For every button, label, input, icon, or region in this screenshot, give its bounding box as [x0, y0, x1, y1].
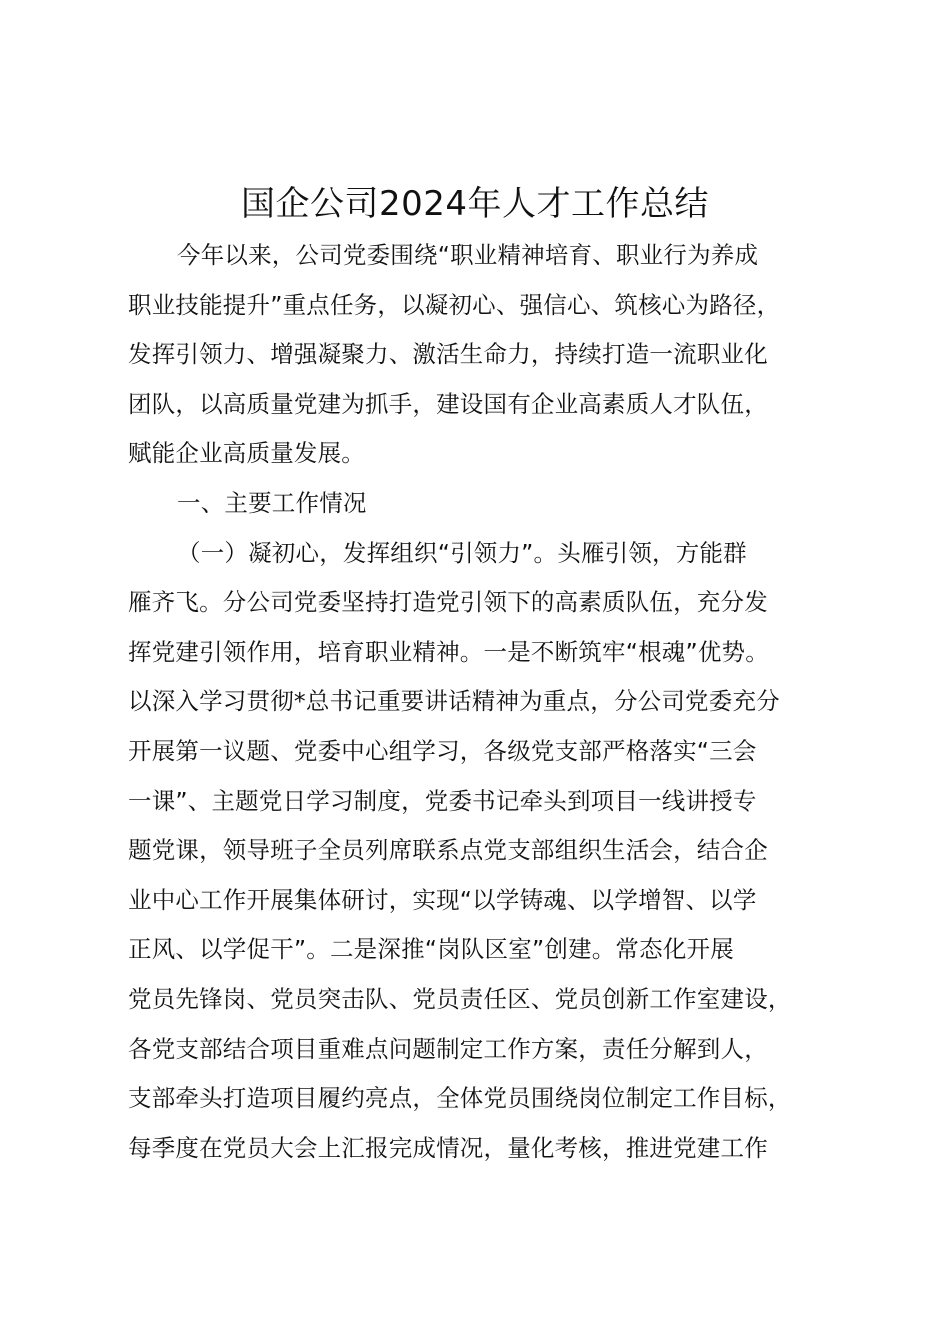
paragraph-line: 一课”、主题党日学习制度，党委书记牵头到项目一线讲授专 [128, 786, 757, 815]
paragraph-line: 发挥引领力、增强凝聚力、激活生命力，持续打造一流职业化 [128, 340, 768, 369]
section-heading: 一、主要工作情况 [177, 488, 367, 517]
paragraph-line: 开展第一议题、党委中心组学习，各级党支部严格落实“三会 [128, 736, 757, 765]
paragraph-line: 职业技能提升”重点任务，以凝初心、强信心、筑核心为路径， [128, 290, 781, 319]
paragraph-line: 以深入学习贯彻*总书记重要讲话精神为重点，分公司党委充分 [128, 687, 780, 716]
paragraph-line: （一）凝初心，发挥组织“引领力”。头雁引领，方能群 [177, 538, 747, 567]
paragraph-line: 赋能企业高质量发展。 [128, 439, 365, 468]
paragraph-line: 正风、以学促干”。二是深推“岗队区室”创建。常态化开展 [128, 935, 734, 964]
paragraph-line: 支部牵头打造项目履约亮点，全体党员围绕岗位制定工作目标， [128, 1084, 792, 1113]
paragraph-line: 每季度在党员大会上汇报完成情况，量化考核，推进党建工作 [128, 1133, 768, 1162]
paragraph-line: 业中心工作开展集体研讨，实现“以学铸魂、以学增智、以学 [128, 885, 757, 914]
paragraph-line: 团队，以高质量党建为抓手，建设国有企业高素质人才队伍， [128, 389, 768, 418]
paragraph-line: 题党课，领导班子全员列席联系点党支部组织生活会，结合企 [128, 836, 768, 865]
document-title: 国企公司2024年人才工作总结 [240, 184, 710, 224]
paragraph-line: 今年以来，公司党委围绕“职业精神培育、职业行为养成 [177, 241, 759, 269]
paragraph-line: 挥党建引领作用，培育职业精神。一是不断筑牢“根魂”优势。 [128, 637, 769, 666]
paragraph-line: 雁齐飞。分公司党委坚持打造党引领下的高素质队伍，充分发 [128, 588, 768, 617]
paragraph-line: 党员先锋岗、党员突击队、党员责任区、党员创新工作室建设， [128, 984, 792, 1013]
document-body [128, 231, 868, 1173]
paragraph-line: 各党支部结合项目重难点问题制定工作方案，责任分解到人， [128, 1034, 768, 1063]
